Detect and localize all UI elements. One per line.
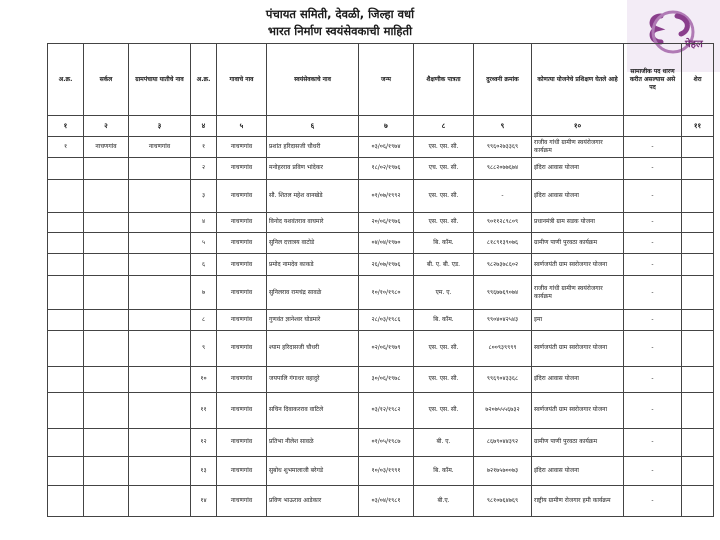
village-cell: नाचणगांव (217, 457, 267, 486)
gram-panchayat-cell (129, 330, 191, 366)
village-cell: नाचणगांव (217, 428, 267, 457)
village-serial-cell: १ (191, 136, 217, 158)
remark-cell (682, 158, 714, 180)
col-number: ४ (191, 116, 217, 137)
qualification-cell: बि. कॉम. (414, 457, 474, 486)
circle-cell (84, 179, 129, 212)
remark-cell (682, 212, 714, 233)
village-cell: नाचणगांव (217, 276, 267, 310)
circle-cell (84, 158, 129, 180)
serial-cell (48, 179, 84, 212)
phone-cell: ९०११२८९८०९ (474, 212, 532, 233)
village-serial-cell: ६ (191, 253, 217, 276)
social-post-cell: - (624, 179, 682, 212)
circle-cell (84, 457, 129, 486)
serial-cell (48, 233, 84, 254)
col-header: अ.क्र. (48, 44, 84, 116)
column-number-row (48, 116, 714, 137)
volunteer-table (47, 43, 714, 517)
village-cell: नाचणगांव (217, 392, 267, 428)
phone-cell: - (474, 179, 532, 212)
circle-cell (84, 276, 129, 310)
serial-cell (48, 276, 84, 310)
col-header: शैक्षणीक पात्रता (414, 44, 474, 116)
circle-cell (84, 392, 129, 428)
gram-panchayat-cell (129, 428, 191, 457)
volunteer-name-cell: सौ. शितल महेश वानखेडे (267, 179, 359, 212)
social-post-cell: - (624, 276, 682, 310)
circle-cell (84, 310, 129, 331)
volunteer-name-cell: प्रतिभा नीलेश सावळे (267, 428, 359, 457)
circle-cell (84, 366, 129, 392)
village-serial-cell: ९ (191, 330, 217, 366)
social-post-cell: - (624, 330, 682, 366)
volunteer-name-cell: विनोद यशवंतराव वाघमारे (267, 212, 359, 233)
circle-cell (84, 486, 129, 517)
qualification-cell: एस. एस. सी. (414, 330, 474, 366)
remark-cell (682, 486, 714, 517)
village-serial-cell: १३ (191, 457, 217, 486)
table-header-row (48, 44, 714, 116)
remark-cell (682, 366, 714, 392)
table-row (48, 276, 714, 310)
volunteer-name-cell: गुणवंत ज्ञानेश्वर घोडमारे (267, 310, 359, 331)
col-header: अ.क्र. (191, 44, 217, 116)
dob-cell: ०३/०४/१९८१ (359, 486, 414, 517)
training-scheme-cell: इमा (532, 310, 624, 331)
serial-cell (48, 212, 84, 233)
village-serial-cell: १२ (191, 428, 217, 457)
qualification-cell: बि. कॉम. (414, 310, 474, 331)
social-post-cell: - (624, 392, 682, 428)
phone-cell: ९९६०२७३३६९ (474, 136, 532, 158)
gram-panchayat-cell (129, 276, 191, 310)
volunteer-name-cell: जयपालि गंगाधर वहादुरे (267, 366, 359, 392)
circle-cell (84, 233, 129, 254)
col-header: स्वयंसेवकाचे नाव (267, 44, 359, 116)
col-header: जन्म (359, 44, 414, 116)
dob-cell: ०१/०५/१९८७ (359, 428, 414, 457)
qualification-cell: एम. ए. (414, 276, 474, 310)
social-post-cell: - (624, 428, 682, 457)
training-scheme-cell: स्वर्णजयंती ग्राम स्वरोजगार योजना (532, 253, 624, 276)
volunteer-name-cell: सुनिलराव रामचंद्र सावळे (267, 276, 359, 310)
circle-cell: नाचणगांव (84, 136, 129, 158)
qualification-cell: बी. ए. (414, 428, 474, 457)
remark-cell (682, 457, 714, 486)
gram-panchayat-cell: नाचणगांव (129, 136, 191, 158)
dob-cell: १०/१०/१९८० (359, 276, 414, 310)
village-serial-cell: २ (191, 158, 217, 180)
col-header: शेरा (682, 44, 714, 116)
col-header: सर्कल (84, 44, 129, 116)
village-cell: नाचणगांव (217, 179, 267, 212)
remark-cell (682, 428, 714, 457)
dob-cell: ०४/०४/१९७० (359, 233, 414, 254)
table-row (48, 366, 714, 392)
document-title (0, 6, 680, 40)
training-scheme-cell: ग्रामीण पाणी पुरवठा कार्यक्रम (532, 233, 624, 254)
gram-panchayat-cell (129, 366, 191, 392)
serial-cell (48, 428, 84, 457)
remark-cell (682, 330, 714, 366)
volunteer-name-cell: प्रविण भाऊराव आडेकार (267, 486, 359, 517)
qualification-cell: बी.ए. (414, 486, 474, 517)
table-row (48, 457, 714, 486)
gram-panchayat-cell (129, 392, 191, 428)
training-scheme-cell: स्वर्णजयंती ग्राम स्वरोजगार योजना (532, 330, 624, 366)
gram-panchayat-cell (129, 486, 191, 517)
dob-cell: ०३/०६/१९७४ (359, 136, 414, 158)
col-header: गावाचे नाव (217, 44, 267, 116)
village-serial-cell: ८ (191, 310, 217, 331)
social-post-cell: - (624, 212, 682, 233)
village-serial-cell: ३ (191, 179, 217, 212)
serial-cell (48, 158, 84, 180)
col-number: १० (532, 116, 624, 137)
col-number: २ (84, 116, 129, 137)
table-row (48, 158, 714, 180)
table-row (48, 233, 714, 254)
training-scheme-cell: स्वर्णजयंती ग्राम स्वरोजगार योजना (532, 392, 624, 428)
serial-cell (48, 486, 84, 517)
social-post-cell: - (624, 486, 682, 517)
dob-cell: २६/०७/१९७६ (359, 253, 414, 276)
serial-cell (48, 330, 84, 366)
col-header: कोणत्या योजनेचे प्रशिक्षण घेतले आहे (532, 44, 624, 116)
table-row (48, 310, 714, 331)
volunteer-name-cell: सचिन दिवाकरराव वाटिले (267, 392, 359, 428)
qualification-cell: एस. एस. सी. (414, 212, 474, 233)
table-row (48, 428, 714, 457)
logo-text: पेहल (685, 39, 703, 50)
table-row (48, 212, 714, 233)
phone-cell: ९८१०७६४७६९ (474, 486, 532, 517)
circle-cell (84, 428, 129, 457)
volunteer-name-cell: श्याम हरिदासजी चौधरी (267, 330, 359, 366)
training-scheme-cell: राजीव गांधी ग्रामीण स्वयंरोजगार कार्यक्रम (532, 136, 624, 158)
title-line-2: भारत निर्माण स्वयंसेवकाची माहिती (267, 24, 413, 38)
serial-cell (48, 366, 84, 392)
phone-cell: ९९०४०४२५४३ (474, 310, 532, 331)
qualification-cell: बि. कॉम. (414, 233, 474, 254)
remark-cell (682, 253, 714, 276)
col-number: ६ (267, 116, 359, 137)
table-row (48, 486, 714, 517)
social-post-cell: - (624, 253, 682, 276)
title-line-1: पंचायत समिती, देवळी, जिल्हा वर्धा (265, 7, 415, 21)
phone-cell: ९८२७३७८६०२ (474, 253, 532, 276)
table-row (48, 179, 714, 212)
circle-cell (84, 253, 129, 276)
phone-cell: ८६७९०४४३९२ (474, 428, 532, 457)
qualification-cell: एस. एस. सी. (414, 366, 474, 392)
serial-cell (48, 392, 84, 428)
serial-cell (48, 310, 84, 331)
training-scheme-cell: राजीव गांधी ग्रामीण स्वयंरोजगार कार्यक्रम (532, 276, 624, 310)
social-post-cell: - (624, 233, 682, 254)
social-post-cell: - (624, 457, 682, 486)
table-row (48, 392, 714, 428)
qualification-cell: एस. एस. सी. (414, 392, 474, 428)
phone-cell: ८००९३९९९९ (474, 330, 532, 366)
phone-cell: ७२०७५५५६७३२ (474, 392, 532, 428)
serial-cell (48, 457, 84, 486)
qualification-cell: एस. एस. सी. (414, 179, 474, 212)
col-number: ७ (359, 116, 414, 137)
village-cell: नाचणगांव (217, 136, 267, 158)
col-number: ३ (129, 116, 191, 137)
village-serial-cell: १४ (191, 486, 217, 517)
volunteer-name-cell: मनोहरराव प्रविण भांदेकर (267, 158, 359, 180)
village-cell: नाचणगांव (217, 366, 267, 392)
col-number: १ (48, 116, 84, 137)
phone-cell: ९९६७७६९०७४ (474, 276, 532, 310)
col-header: दुरध्वनी क्रमांक (474, 44, 532, 116)
village-serial-cell: ७ (191, 276, 217, 310)
circle-cell (84, 330, 129, 366)
training-scheme-cell: प्रधानमंत्री ग्राम सडक योजना (532, 212, 624, 233)
volunteer-name-cell: सुबोध शुभमालाजी बरेगडे (267, 457, 359, 486)
gram-panchayat-cell (129, 457, 191, 486)
training-scheme-cell: इंदिरा आवास योजना (532, 366, 624, 392)
phone-cell: ९८८२०७७६७४ (474, 158, 532, 180)
dob-cell: २८/०३/१९८६ (359, 310, 414, 331)
gram-panchayat-cell (129, 233, 191, 254)
gram-panchayat-cell (129, 158, 191, 180)
dob-cell: ०१/०७/१९९२ (359, 179, 414, 212)
col-number: ५ (217, 116, 267, 137)
col-number: ११ (682, 116, 714, 137)
remark-cell (682, 179, 714, 212)
dob-cell: ३०/०६/१९७८ (359, 366, 414, 392)
village-serial-cell: १० (191, 366, 217, 392)
remark-cell (682, 392, 714, 428)
village-cell: नाचणगांव (217, 330, 267, 366)
col-header: सामाजीक पद धारण करीत असल्यास असे पद (624, 44, 682, 116)
village-cell: नाचणगांव (217, 158, 267, 180)
col-header: ग्रामपंचाया यातीचे नाव (129, 44, 191, 116)
gram-panchayat-cell (129, 310, 191, 331)
training-scheme-cell: ग्रामीण पाणी पुरवठा कार्यक्रम (532, 428, 624, 457)
village-cell: नाचणगांव (217, 233, 267, 254)
phone-cell: ८१८९१३९०७६ (474, 233, 532, 254)
serial-cell (48, 253, 84, 276)
gram-panchayat-cell (129, 212, 191, 233)
volunteer-name-cell: प्रशांत हरिदासजी चौधरी (267, 136, 359, 158)
gram-panchayat-cell (129, 179, 191, 212)
col-number (624, 116, 682, 137)
col-number: ८ (414, 116, 474, 137)
village-serial-cell: ५ (191, 233, 217, 254)
village-cell: नाचणगांव (217, 486, 267, 517)
dob-cell: १८/०२/१९७६ (359, 158, 414, 180)
training-scheme-cell: इंदिरा आवास योजना (532, 457, 624, 486)
social-post-cell: - (624, 158, 682, 180)
gram-panchayat-cell (129, 253, 191, 276)
village-cell: नाचणगांव (217, 212, 267, 233)
table-row (48, 136, 714, 158)
phone-cell: ७२१७५७००७३ (474, 457, 532, 486)
table-row (48, 330, 714, 366)
social-post-cell: - (624, 366, 682, 392)
volunteer-name-cell: सुनिल दत्तात्रय वाटोडे (267, 233, 359, 254)
qualification-cell: एस. एस. सी. (414, 136, 474, 158)
social-post-cell: - (624, 136, 682, 158)
training-scheme-cell: राष्ट्रीय ग्रामीण रोजगार हमी कार्यक्रम (532, 486, 624, 517)
dob-cell: ०२/०६/१९७९ (359, 330, 414, 366)
village-cell: नाचणगांव (217, 310, 267, 331)
remark-cell (682, 310, 714, 331)
remark-cell (682, 136, 714, 158)
village-serial-cell: ११ (191, 392, 217, 428)
serial-cell: १ (48, 136, 84, 158)
dob-cell: ०३/१२/१९८२ (359, 392, 414, 428)
training-scheme-cell: इंदिरा आवास योजना (532, 158, 624, 180)
circle-cell (84, 212, 129, 233)
phone-cell: ९९६९०४३३६८ (474, 366, 532, 392)
remark-cell (682, 276, 714, 310)
dob-cell: २०/०६/१९७६ (359, 212, 414, 233)
remark-cell (682, 233, 714, 254)
village-serial-cell: ४ (191, 212, 217, 233)
dob-cell: १०/०३/१९९१ (359, 457, 414, 486)
training-scheme-cell: इंदिरा आवास योजना (532, 179, 624, 212)
col-number: ९ (474, 116, 532, 137)
volunteer-name-cell: प्रमोद नामदेव काकडे (267, 253, 359, 276)
table-row (48, 253, 714, 276)
village-cell: नाचणगांव (217, 253, 267, 276)
social-post-cell: - (624, 310, 682, 331)
qualification-cell: एच. एस. सी. (414, 158, 474, 180)
qualification-cell: बी. ए. बी. एड. (414, 253, 474, 276)
